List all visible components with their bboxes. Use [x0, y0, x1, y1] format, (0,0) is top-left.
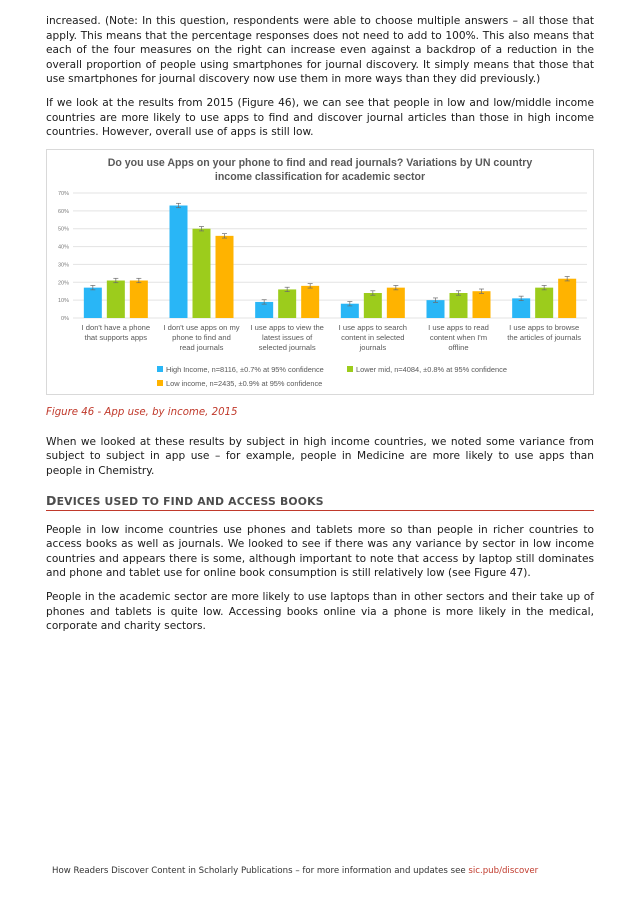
footer-text: How Readers Discover Content in Scholarly Publications – for more information and updates see	[52, 866, 469, 876]
category-label: I don't use apps on my	[163, 322, 240, 332]
paragraph-academic-sector: People in the academic sector are more likely to use laptops than in other sectors and their take up of phones and tablets is quite low. Accessing books online via a phone is more likely in the medical, corporate and charity sectors.	[46, 590, 594, 633]
category-label: journals	[359, 342, 387, 352]
paragraph-note: increased. (Note: In this question, respondents were able to choose multiple answers – all those that apply. This means that the percentage responses does not need to add to 100%. This also means that each of the four measures on the right can increase even against a backdrop of a reduction in the overall proportion of people using smartphones for journal discovery. It simply means that those that use smartphones for journal discovery now use them in more ways than they did previously.)	[46, 15, 594, 86]
chart-title-line-2: income classification for academic sector	[214, 170, 426, 183]
figure-caption: Figure 46 - App use, by income, 2015	[46, 406, 238, 418]
category-label: content when I'm	[429, 332, 488, 342]
legend-label: High Income, n=8116, ±0.7% at 95% confidence	[166, 364, 324, 374]
bar	[278, 289, 296, 318]
category-label: I use apps to read	[428, 322, 489, 332]
section-heading-text: EVICES USED TO FIND AND ACCESS BOOKS	[56, 494, 324, 508]
bar	[130, 280, 148, 318]
paragraph-low-income-devices: People in low income countries use phones and tablets more so than people in richer countries to access books as well as journals. We looked to see if there was any variance by sector in low income countries and appears there is some, although important to note that access by laptop still dominates and phone and tablet use for online book consumption is still relatively low (see Figure 47).	[46, 523, 594, 580]
category-label: I use apps to search	[338, 322, 408, 332]
y-tick-label: 20%	[57, 280, 69, 287]
category-label: read journals	[179, 342, 224, 352]
section-heading-initial: D	[46, 492, 57, 508]
app-use-chart	[46, 149, 594, 395]
page-footer	[52, 866, 538, 876]
bar	[387, 287, 405, 317]
legend-swatch	[157, 380, 163, 386]
category-label: selected journals	[258, 342, 316, 352]
chart-title-line-1: Do you use Apps on your phone to find and read journals? Variations by UN country	[107, 156, 533, 169]
y-tick-label: 10%	[57, 297, 69, 304]
bar	[301, 286, 319, 318]
paragraph-subject-variance: When we looked at these results by subject in high income countries, we noted some variance from subject to subject in app use – for example, people in Medicine are more likely to use apps than people in Chemistry.	[46, 435, 594, 477]
category-label: offline	[448, 342, 469, 352]
y-tick-label: 60%	[57, 208, 69, 215]
category-label: that supports apps	[84, 332, 148, 342]
bar	[364, 293, 382, 318]
bar	[107, 280, 125, 318]
bar	[558, 278, 576, 317]
legend-swatch	[157, 366, 163, 372]
category-label: phone to find and	[172, 332, 231, 342]
bar	[84, 287, 102, 317]
category-label: I don't have a phone	[81, 322, 151, 332]
y-tick-label: 40%	[57, 244, 69, 251]
footer-link[interactable]: sic.pub/discover	[468, 866, 539, 876]
category-label: I use apps to view the	[250, 322, 324, 332]
bar	[427, 300, 445, 318]
category-label: the articles of journals	[507, 332, 582, 342]
legend-swatch	[347, 366, 353, 372]
category-label: I use apps to browse	[509, 322, 580, 332]
y-tick-label: 50%	[57, 226, 69, 233]
document-page	[46, 14, 594, 643]
category-label: latest issues of	[262, 332, 313, 342]
y-tick-label: 0%	[61, 315, 69, 322]
bar	[535, 287, 553, 317]
bar	[170, 205, 188, 318]
y-tick-label: 70%	[57, 190, 69, 197]
legend-label: Lower mid, n=4084, ±0.8% at 95% confidence	[356, 364, 507, 374]
section-heading	[46, 493, 594, 511]
bar	[473, 291, 491, 318]
chart-canvas	[47, 150, 593, 394]
bar	[216, 236, 234, 318]
legend-label: Low income, n=2435, ±0.9% at 95% confidence	[166, 378, 323, 388]
bar	[193, 228, 211, 317]
category-label: content in selected	[341, 332, 405, 342]
y-tick-label: 30%	[57, 262, 69, 269]
bar	[512, 298, 530, 318]
bar	[450, 293, 468, 318]
paragraph-income-apps: If we look at the results from 2015 (Figure 46), we can see that people in low and low/middle income countries are more likely to use apps to find and discover journal articles than those in high income countries. However, overall use of apps is still low.	[46, 96, 594, 139]
